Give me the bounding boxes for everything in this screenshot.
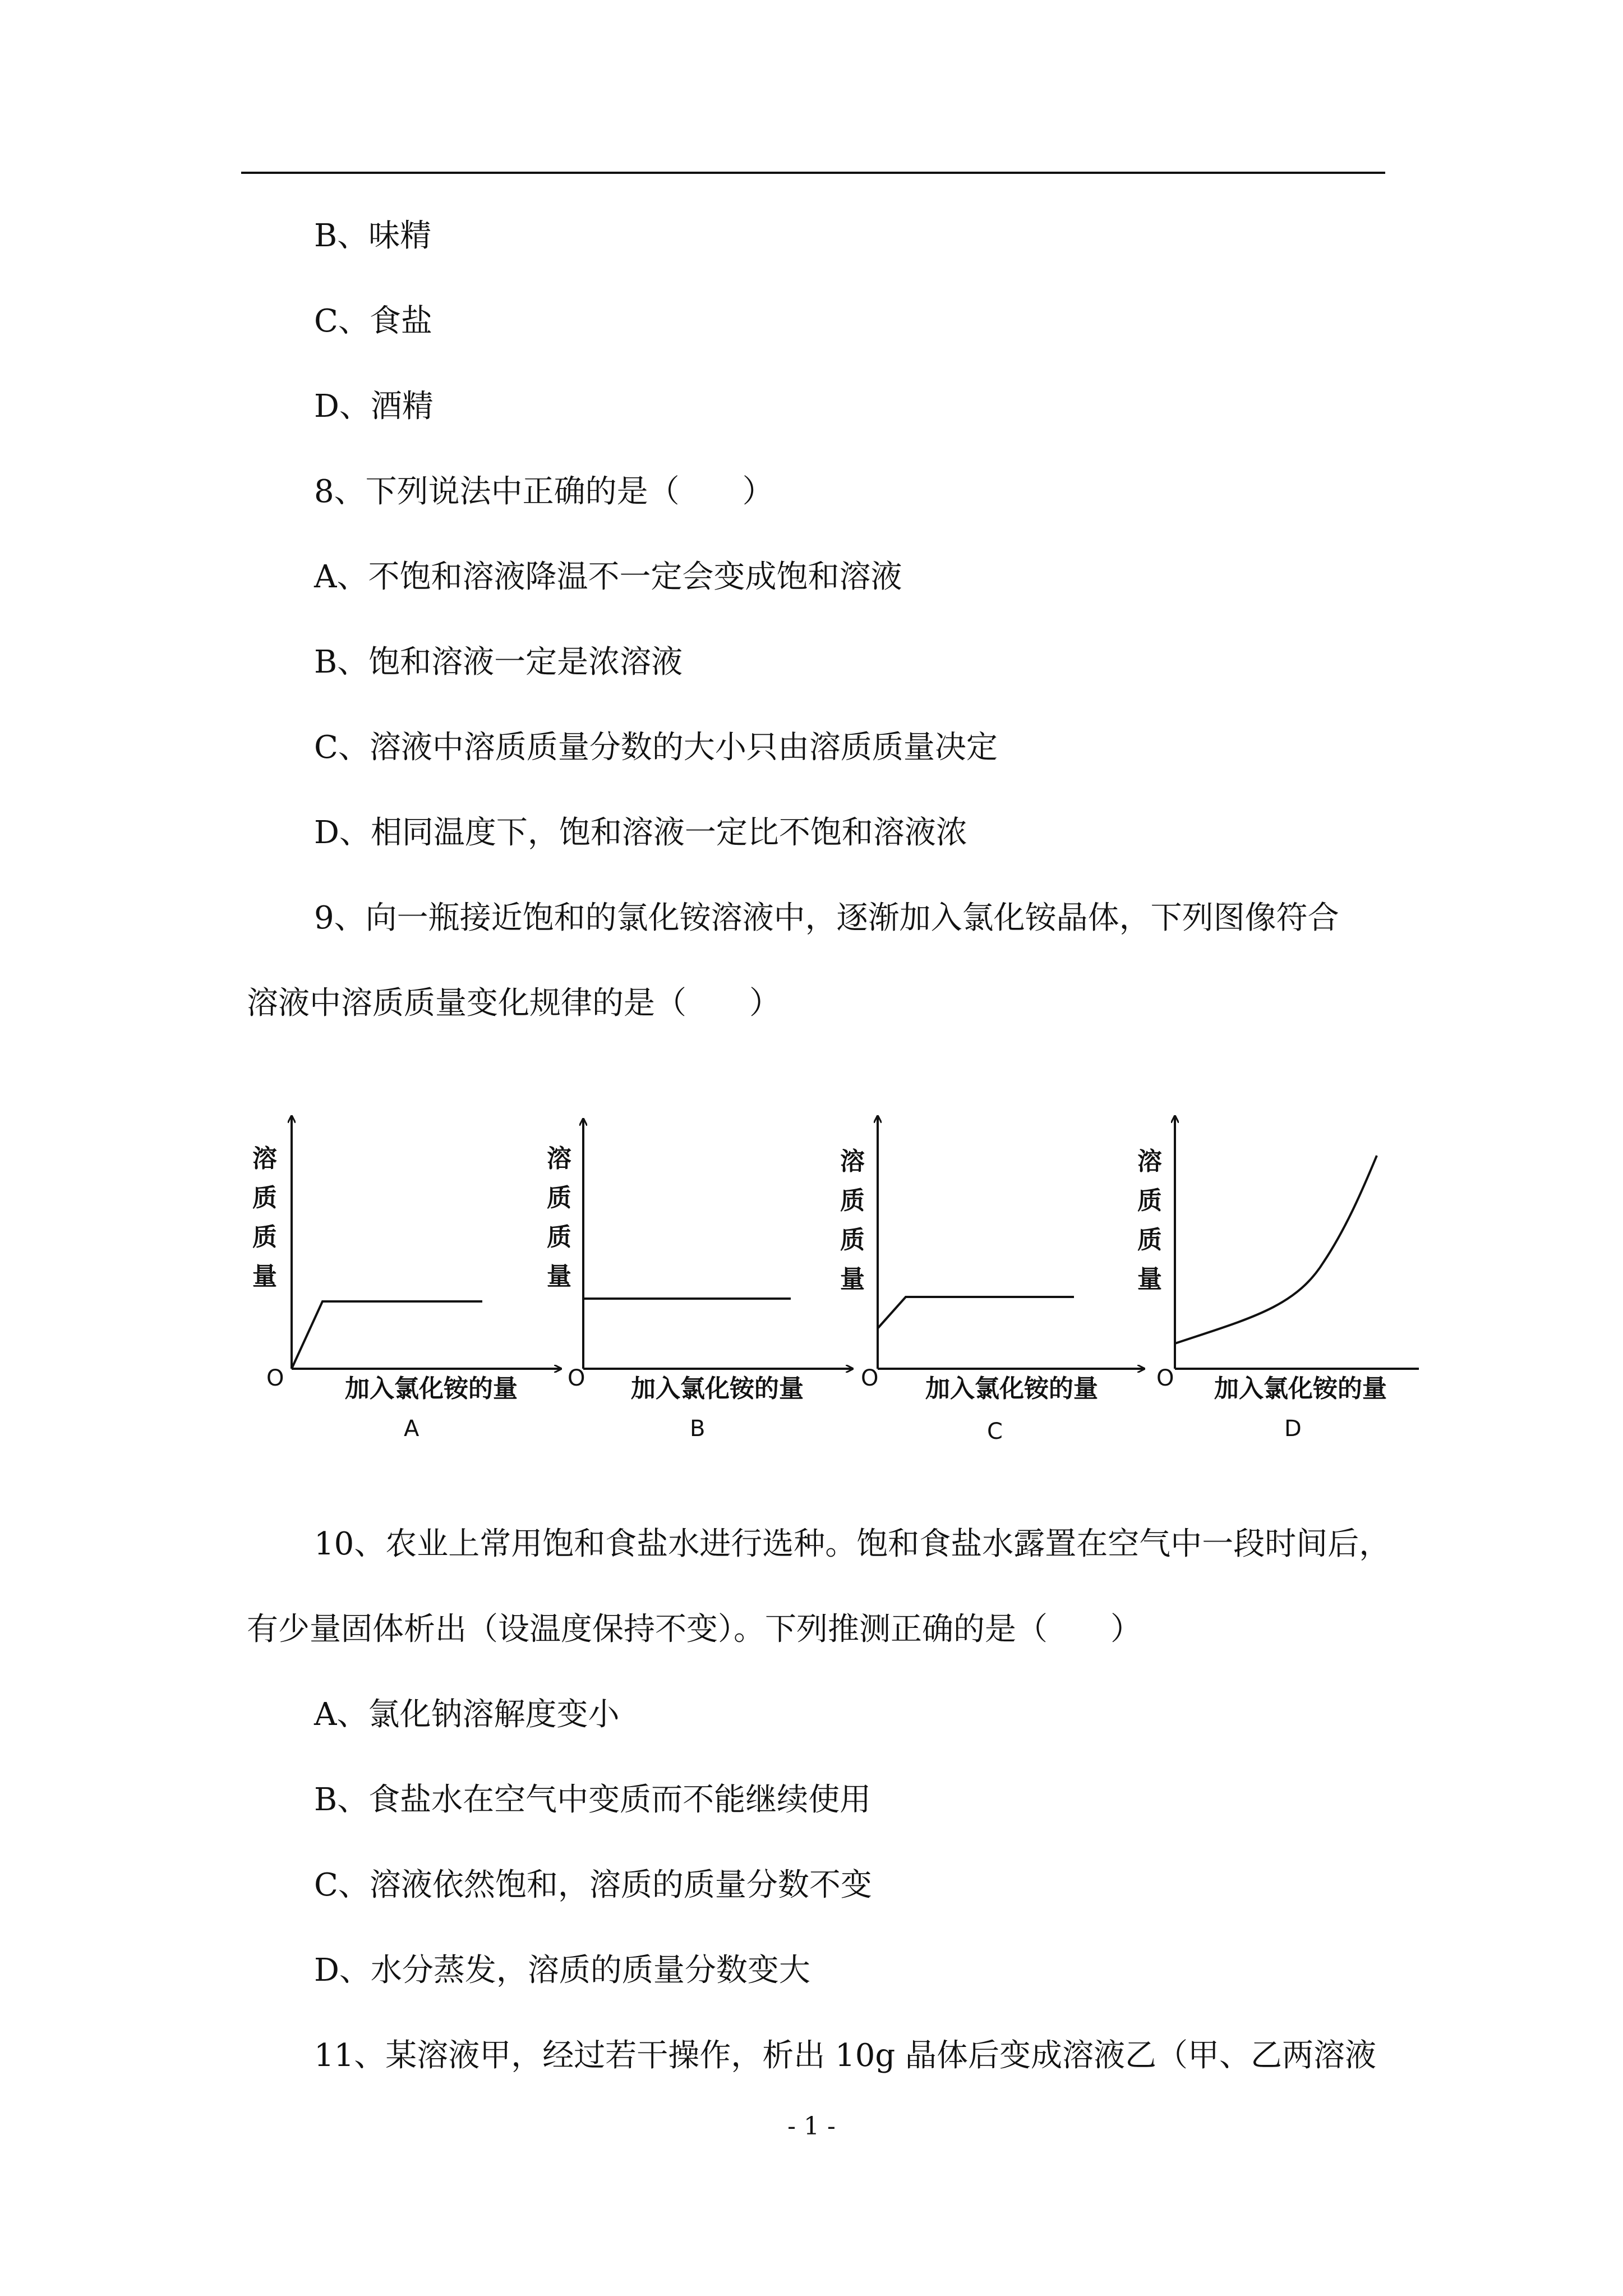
graph-c-curve [878, 1297, 1074, 1328]
question-line: 溶液中溶质质量变化规律的是（ ） [247, 985, 781, 1022]
option-line: B、饱和溶液一定是浓溶液 [314, 644, 683, 680]
option-line: B、食盐水在空气中变质而不能继续使用 [314, 1782, 872, 1818]
graph-d [1137, 1116, 1419, 1442]
y-axis-label-char: 量 [840, 1265, 865, 1294]
graph-b [547, 1119, 852, 1442]
y-axis-label-char: 量 [252, 1262, 277, 1291]
y-axis-label-char: 质 [1137, 1186, 1162, 1215]
option-line: D、酒精 [314, 388, 434, 425]
option-line: A、不饱和溶液降温不一定会变成饱和溶液 [314, 559, 902, 595]
question-line: 有少量固体析出（设温度保持不变）。下列推测正确的是（ ） [247, 1611, 1142, 1648]
question-line: 10、农业上常用饱和食盐水进行选种。饱和食盐水露置在空气中一段时间后， [314, 1526, 1391, 1562]
graph-label-b: B [690, 1416, 706, 1442]
option-line: B、味精 [314, 218, 432, 254]
option-line: A、氯化钠溶解度变小 [314, 1696, 620, 1733]
option-line: C、食盐 [314, 303, 432, 339]
graph-label-c: C [987, 1419, 1003, 1444]
option-line: D、相同温度下，饱和溶液一定比不饱和溶液浓 [314, 815, 967, 851]
y-axis-label-char: 质 [840, 1186, 865, 1215]
option-line: C、溶液依然饱和，溶质的质量分数不变 [314, 1867, 872, 1903]
origin-label: O [568, 1365, 585, 1391]
graph-c [840, 1116, 1144, 1444]
y-axis-label-char: 量 [1137, 1265, 1162, 1294]
x-axis-label: 加入氯化铵的量 [345, 1374, 518, 1403]
y-axis-label-char: 质 [252, 1184, 277, 1212]
origin-label: O [861, 1365, 879, 1391]
graph-a-curve [292, 1301, 482, 1369]
y-axis-label-char: 质 [252, 1223, 277, 1251]
graph-label-a: A [404, 1416, 419, 1442]
y-axis-label-char: 溶 [1137, 1147, 1162, 1176]
origin-label: O [266, 1365, 284, 1391]
x-axis-label: 加入氯化铵的量 [1214, 1374, 1387, 1403]
page-number: - 1 - [787, 2112, 836, 2141]
question-line: 9、向一瓶接近饱和的氯化铵溶液中，逐渐加入氯化铵晶体，下列图像符合 [314, 900, 1339, 936]
question-line: 8、下列说法中正确的是（ ） [314, 473, 774, 510]
y-axis-label-char: 溶 [840, 1147, 865, 1176]
x-axis-label: 加入氯化铵的量 [925, 1374, 1098, 1403]
graph-d-curve [1175, 1156, 1377, 1343]
graph-label-d: D [1284, 1416, 1302, 1442]
solute-mass-graphs-figure [241, 1094, 1419, 1453]
y-axis-label-char: 质 [547, 1223, 571, 1251]
option-line: C、溶液中溶质质量分数的大小只由溶质质量决定 [314, 729, 998, 766]
header-rule [241, 172, 1385, 174]
origin-label: O [1156, 1365, 1174, 1391]
y-axis-label-char: 质 [547, 1184, 571, 1212]
y-axis-label-char: 质 [1137, 1226, 1162, 1254]
y-axis-label-char: 量 [547, 1262, 571, 1291]
x-axis-label: 加入氯化铵的量 [631, 1374, 804, 1403]
y-axis-label-char: 溶 [252, 1144, 277, 1173]
y-axis-label-char: 质 [840, 1226, 865, 1254]
y-axis-label-char: 溶 [547, 1144, 571, 1173]
graph-a [252, 1116, 561, 1442]
question-line: 11、某溶液甲，经过若干操作，析出 10g 晶体后变成溶液乙（甲、乙两溶液 [314, 2037, 1376, 2074]
option-line: D、水分蒸发，溶质的质量分数变大 [314, 1952, 810, 1989]
